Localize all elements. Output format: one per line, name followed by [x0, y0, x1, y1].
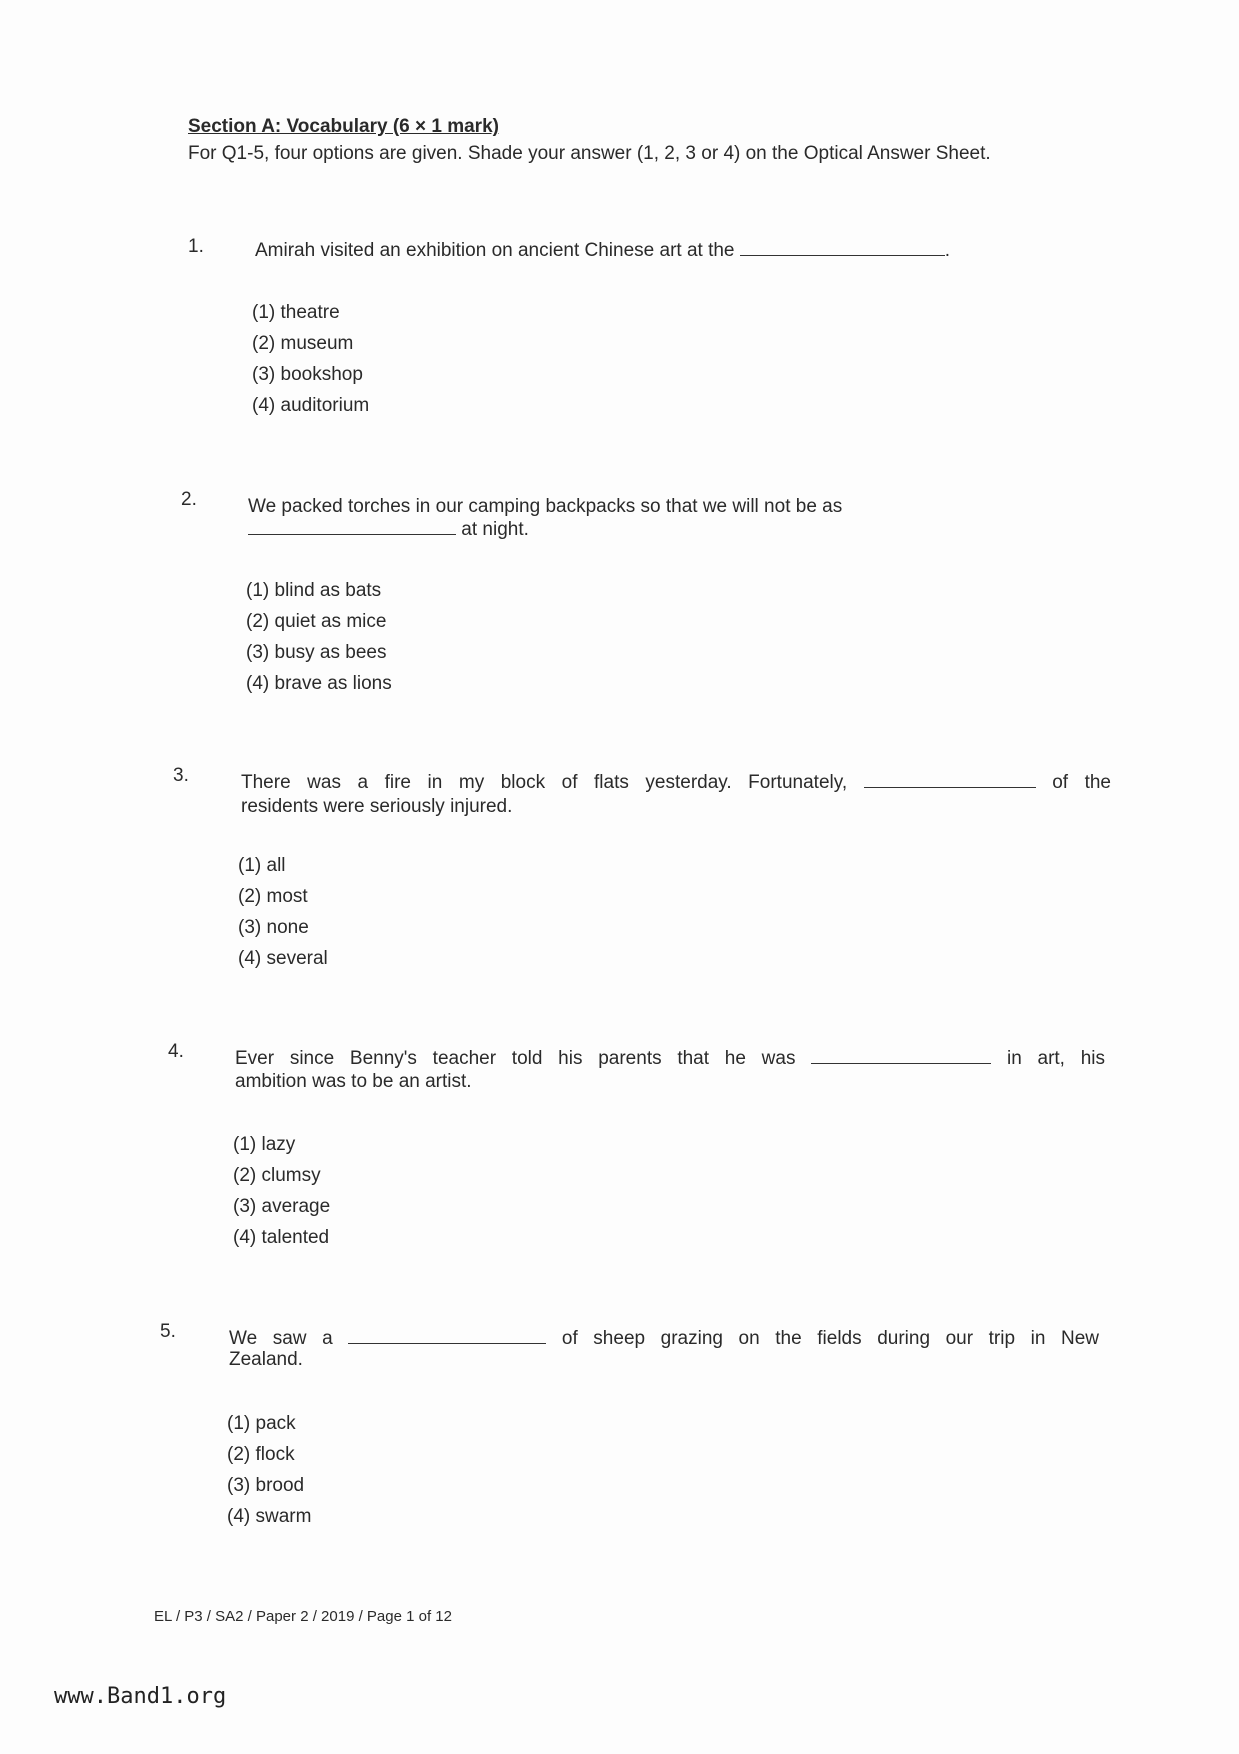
question-text-line2	[248, 519, 529, 541]
option: (2) flock	[227, 1444, 295, 1465]
question-text-part: of the	[1052, 772, 1112, 793]
answer-blank	[248, 533, 456, 535]
answer-blank	[811, 1062, 991, 1064]
option: (3) average	[233, 1196, 331, 1217]
option: (1) pack	[227, 1413, 296, 1434]
option: (2) quiet as mice	[246, 611, 387, 632]
option: (3) bookshop	[252, 364, 363, 385]
question-text	[241, 772, 1111, 794]
option: (4) swarm	[227, 1506, 312, 1527]
question-text-part: in art, his	[1006, 1048, 1105, 1069]
option: (3) brood	[227, 1475, 305, 1496]
question-number: 5.	[160, 1321, 176, 1342]
question-number: 3.	[173, 765, 189, 786]
question-text	[255, 240, 950, 262]
option: (4) brave as lions	[246, 673, 392, 694]
question-text: We packed torches in our camping backpacks so that we will not be as	[248, 496, 843, 517]
question-text-part: We saw a	[229, 1328, 333, 1349]
watermark: www.Band1.org	[54, 1684, 227, 1709]
answer-blank	[740, 254, 945, 256]
options-list	[233, 1129, 330, 1253]
answer-blank	[348, 1342, 546, 1344]
question-number: 1.	[188, 236, 204, 257]
options-list	[227, 1408, 311, 1532]
question-number: 4.	[168, 1041, 184, 1062]
question-text-line2: Zealand.	[229, 1349, 303, 1370]
question-text	[229, 1328, 1099, 1350]
answer-blank	[864, 786, 1036, 788]
option: (3) busy as bees	[246, 642, 387, 663]
question-text-part: Ever since Benny's teacher told his parents that he was	[235, 1048, 796, 1069]
question-text-part: There was a fire in my block of flats yesterday. Fortunately,	[241, 772, 848, 793]
option: (3) none	[238, 917, 309, 938]
question-text-line2: residents were seriously injured.	[241, 796, 513, 817]
question-text-part: .	[944, 240, 951, 261]
section-instruction: For Q1-5, four options are given. Shade your answer (1, 2, 3 or 4) on the Optical Answer Sheet.	[188, 143, 991, 164]
option: (2) clumsy	[233, 1165, 321, 1186]
option: (4) several	[238, 948, 328, 969]
option: (4) auditorium	[252, 395, 370, 416]
option: (1) lazy	[233, 1134, 296, 1155]
option: (2) most	[238, 886, 308, 907]
question-text-part: Amirah visited an exhibition on ancient Chinese art at the	[255, 240, 735, 261]
options-list	[252, 297, 369, 421]
section-title: Section A: Vocabulary (6 × 1 mark)	[188, 116, 499, 137]
option: (1) blind as bats	[246, 580, 382, 601]
option: (1) all	[238, 855, 286, 876]
question-text-part: at night.	[461, 519, 529, 540]
page-footer: EL / P3 / SA2 / Paper 2 / 2019 / Page 1 of 12	[154, 1608, 452, 1625]
option: (2) museum	[252, 333, 354, 354]
option: (4) talented	[233, 1227, 330, 1248]
question-number: 2.	[181, 489, 197, 510]
options-list	[238, 850, 328, 974]
option: (1) theatre	[252, 302, 340, 323]
question-text-line2: ambition was to be an artist.	[235, 1071, 472, 1092]
question-text-part: of sheep grazing on the fields during our trip in New	[561, 1328, 1100, 1349]
options-list	[246, 575, 392, 699]
question-text	[235, 1048, 1105, 1070]
